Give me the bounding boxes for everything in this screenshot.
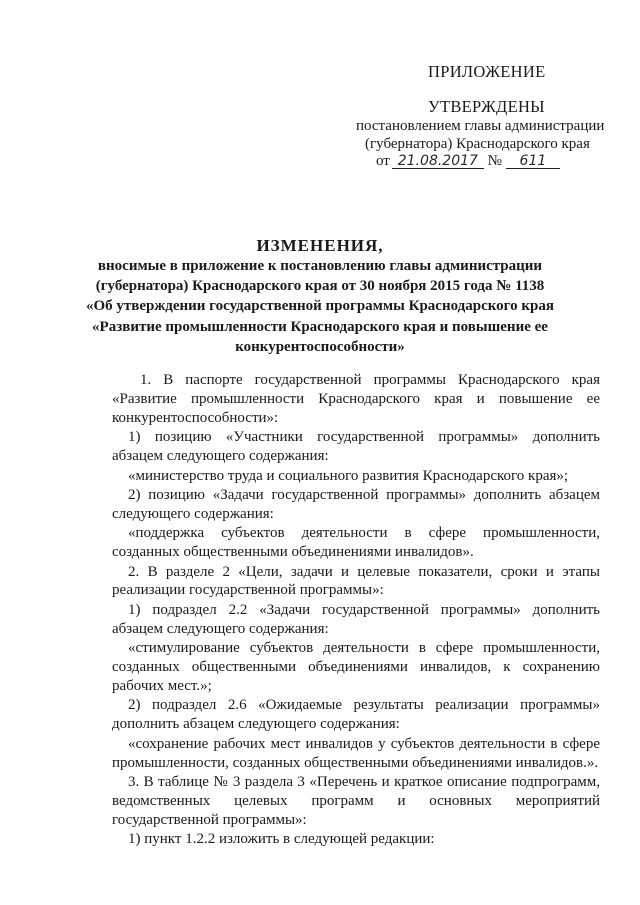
handwritten-date: 21.08.2017: [392, 154, 484, 169]
paragraph: 3. В таблице № 3 раздела 3 «Перечень и краткое описание подпрограмм, ведомственных целевых программ и основных мероприятий государственной программы»:: [112, 774, 600, 828]
title-subtitle-line: «Развитие промышленности Краснодарского края и повышение ее: [92, 318, 548, 335]
handwritten-number: 611: [506, 154, 560, 169]
document-title: [0, 236, 640, 357]
title-subtitle-line: конкурентоспособности»: [235, 338, 405, 355]
paragraph: 1) позицию «Участники государственной программы» дополнить абзацем следующего содержания:: [112, 429, 600, 465]
title-main: ИЗМЕНЕНИЯ,: [256, 236, 384, 255]
paragraph: 1) подраздел 2.2 «Задачи государственной программы» дополнить абзацем следующего содержания:: [112, 601, 600, 637]
paragraph: 1. В паспорте государственной программы Краснодарского края «Развитие промышленности Краснодарского края и повышение ее конкурентоспособности»:: [112, 372, 600, 426]
paragraph: «сохранение рабочих мест инвалидов у субъектов деятельности в сфере промышленности, созданных общественными объединениями инвалидов.».: [112, 735, 600, 771]
number-prefix: №: [487, 153, 502, 169]
title-subtitle-line: (губернатора) Краснодарского края от 30 ноября 2015 года № 1138: [95, 278, 545, 295]
paragraph: «поддержка субъектов деятельности в сфере промышленности, созданных общественными объединениями инвалидов».: [112, 525, 600, 561]
paragraph: «министерство труда и социального развития Краснодарского края»;: [128, 467, 569, 484]
approved-label: УТВЕРЖДЕНЫ: [428, 97, 545, 116]
paragraph: 2) подраздел 2.6 «Ожидаемые результаты реализации программы» дополнить абзацем следующего содержания:: [112, 697, 600, 733]
document-body: [112, 371, 600, 850]
date-prefix: от: [376, 153, 390, 169]
paragraph: 2) позицию «Задачи государственной программы» дополнить абзацем следующего содержания:: [112, 486, 600, 522]
decree-date-number: [376, 153, 560, 170]
appendix-label: ПРИЛОЖЕНИЕ: [428, 62, 546, 81]
paragraph: 1) пункт 1.2.2 изложить в следующей редакции:: [128, 831, 435, 848]
paragraph: «стимулирование субъектов деятельности в сфере промышленности, созданных общественными объединениями инвалидов, к сохранению рабочих мест.»;: [112, 640, 600, 694]
title-subtitle-line: «Об утверждении государственной программы Краснодарского края: [86, 298, 554, 315]
title-subtitle-line: вносимые в приложение к постановлению главы администрации: [97, 258, 543, 274]
approved-by-line-1: постановлением главы администрации: [356, 118, 605, 134]
approved-by-line-2: (губернатора) Краснодарского края: [365, 136, 590, 152]
paragraph: 2. В разделе 2 «Цели, задачи и целевые показатели, сроки и этапы реализации государственной программы»:: [112, 563, 600, 599]
